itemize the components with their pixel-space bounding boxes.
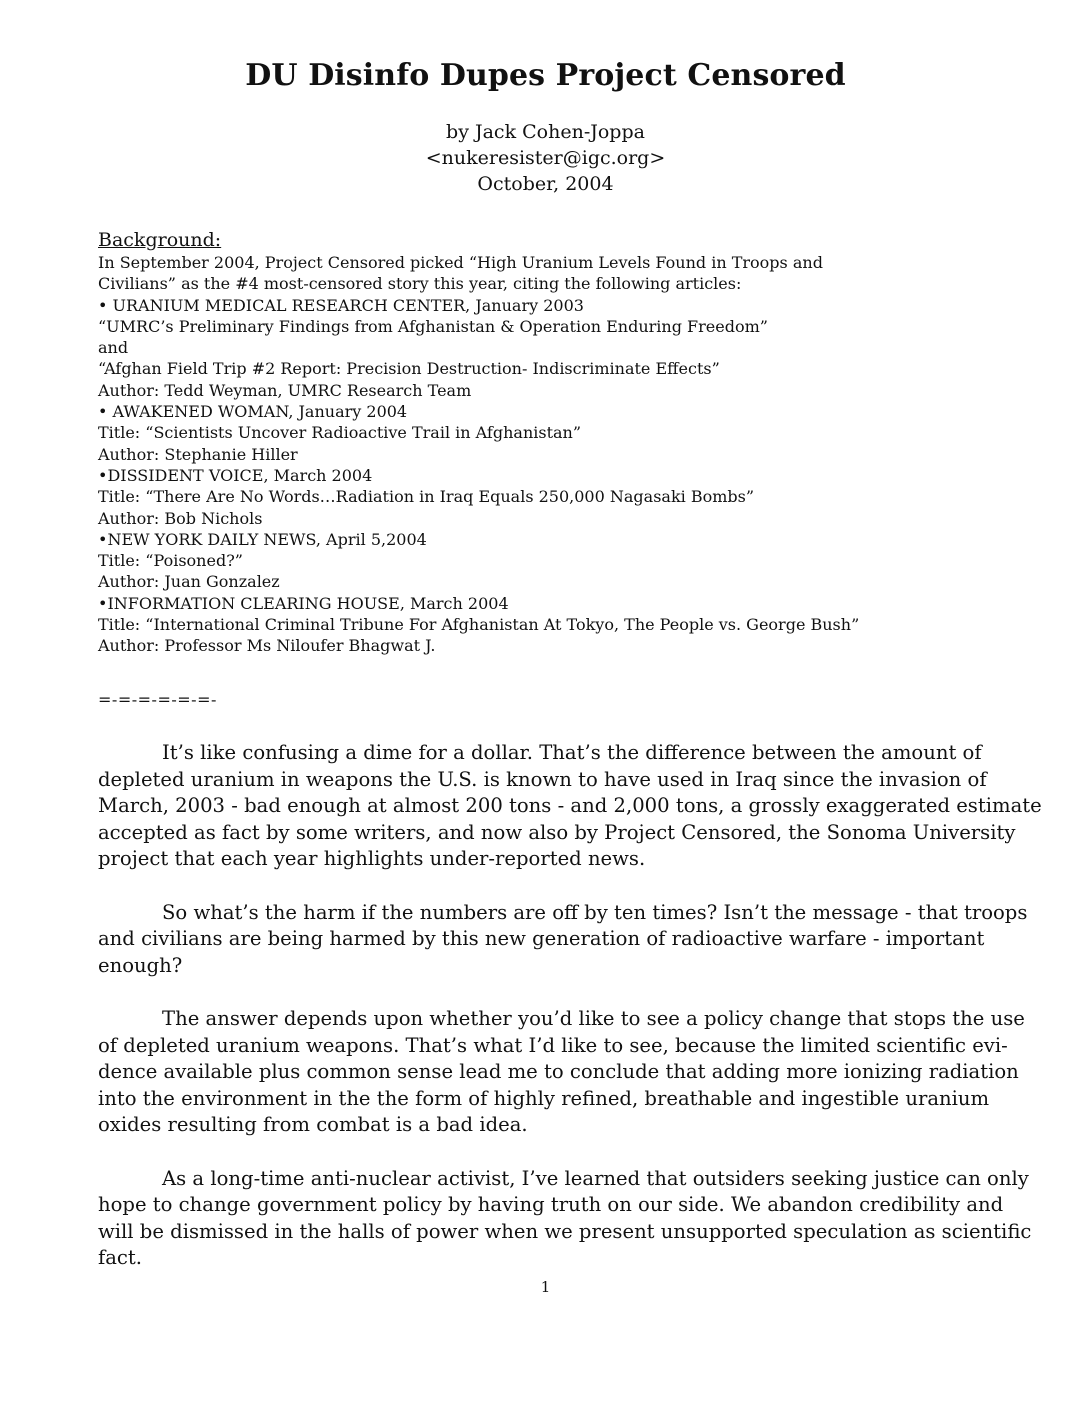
background-line: In September 2004, Project Censored picked “High Uranium Levels Found in Troops and — [98, 253, 823, 272]
background-line: Title: “Scientists Uncover Radioactive Trail in Afghanistan” — [98, 423, 582, 443]
paragraph-line: of depleted uranium weapons. That’s what I’d like to see, because the limited scientific evi- — [98, 1033, 1008, 1057]
byline — [98, 119, 993, 197]
background-line: •INFORMATION CLEARING HOUSE, March 2004 — [98, 593, 509, 613]
paragraph — [98, 1006, 1025, 1139]
document-title: DU Disinfo Dupes Project Censored — [245, 58, 846, 93]
background-line: • URANIUM MEDICAL RESEARCH CENTER, January 2003 — [98, 295, 584, 315]
page-number: 1 — [540, 1278, 551, 1296]
paragraph — [98, 1166, 1032, 1272]
background-lines — [98, 252, 993, 657]
paragraph-line: As a long-time anti-nuclear activist, I’ve learned that outsiders seeking justice can only — [162, 1166, 1029, 1190]
document-page — [98, 0, 1042, 1408]
byline-email: <nukeresister@igc.org> — [425, 147, 666, 169]
background-section — [98, 228, 993, 657]
background-line: Title: “Poisoned?” — [98, 551, 243, 571]
paragraph-line: depleted uranium in weapons the U.S. is known to have used in Iraq since the invasion of — [98, 767, 987, 791]
background-line: •NEW YORK DAILY NEWS, April 5,2004 — [98, 529, 427, 549]
background-line: and — [98, 338, 129, 358]
background-line: Author: Tedd Weyman, UMRC Research Team — [98, 380, 472, 400]
paragraph-line: March, 2003 - bad enough at almost 200 tons - and 2,000 tons, a grossly exaggerated estimate — [98, 794, 1042, 818]
paragraph — [98, 740, 1042, 873]
background-line: Author: Professor Ms Niloufer Bhagwat J. — [98, 636, 436, 656]
background-line: “Afghan Field Trip #2 Report: Precision Destruction- Indiscriminate Effects” — [98, 359, 720, 379]
background-line: Civilians” as the #4 most-censored story this year, citing the following articles: — [98, 274, 742, 294]
paragraph-line: will be dismissed in the halls of power when we present unsupported speculation as scientific — [98, 1219, 1032, 1243]
paragraph-line: enough? — [98, 953, 183, 977]
paragraph-line: and civilians are being harmed by this new generation of radioactive warfare - important — [98, 927, 985, 951]
paragraph-line: The answer depends upon whether you’d like to see a policy change that stops the use — [162, 1006, 1025, 1030]
paragraph-line: It’s like confusing a dime for a dollar. That’s the difference between the amount of — [162, 741, 982, 764]
background-line: •DISSIDENT VOICE, March 2004 — [98, 465, 373, 485]
paragraph-line: accepted as fact by some writers, and now also by Project Censored, the Sonoma University — [98, 820, 1016, 844]
paragraph-line: into the environment in the the form of highly refined, breathable and ingestible uranium — [98, 1086, 990, 1110]
byline-date: October, 2004 — [477, 173, 614, 195]
background-line: Author: Bob Nichols — [98, 508, 263, 528]
section-separator: =-=-=-=-=-=- — [98, 690, 217, 709]
paragraph-line: dence available plus common sense lead me to conclude that adding more ionizing radiation — [98, 1060, 1019, 1084]
paragraph-line: So what’s the harm if the numbers are off by ten times? Isn’t the message - that troops — [162, 900, 1028, 924]
paragraph — [98, 900, 1028, 980]
paragraph-line: oxides resulting from combat is a bad idea. — [98, 1113, 528, 1137]
background-heading: Background: — [98, 229, 222, 251]
paragraph-line: project that each year highlights under-reported news. — [98, 847, 646, 871]
background-line: Title: “There Are No Words…Radiation in Iraq Equals 250,000 Nagasaki Bombs” — [98, 487, 755, 507]
background-line: Author: Juan Gonzalez — [98, 572, 280, 592]
byline-author: by Jack Cohen-Joppa — [446, 121, 645, 143]
paragraph-line: fact. — [98, 1246, 143, 1270]
background-line: • AWAKENED WOMAN, January 2004 — [98, 402, 408, 422]
background-line: “UMRC’s Preliminary Findings from Afghanistan & Operation Enduring Freedom” — [98, 316, 768, 336]
background-line: Author: Stephanie Hiller — [98, 444, 298, 464]
article-body — [98, 740, 1042, 1298]
paragraph-line: hope to change government policy by having truth on our side. We abandon credibility and — [98, 1193, 1004, 1217]
background-line: Title: “International Criminal Tribune For Afghanistan At Tokyo, The People vs. George Bush” — [98, 615, 860, 635]
